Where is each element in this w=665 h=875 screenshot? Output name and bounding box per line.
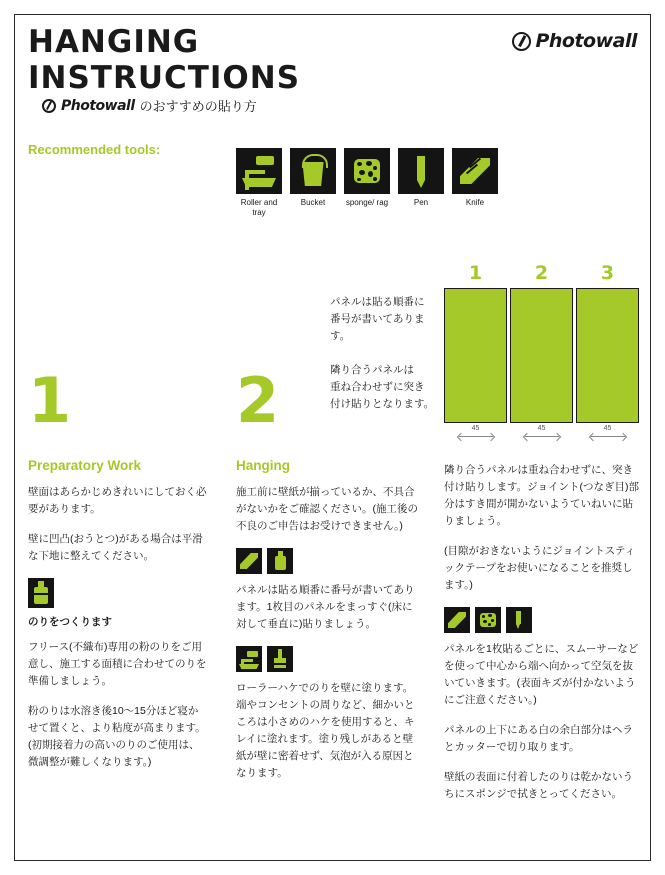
panel-width-label [510,425,573,437]
brand-name: Photowall [535,30,637,52]
panel-note-line: パネルは貼る順番に [330,296,425,308]
knife-icon [452,148,498,194]
subtitle-text: のおすすめの貼り方 [139,99,257,114]
step-2-icons-a [236,548,421,574]
step-2-heading: Hanging [236,458,290,473]
photowall-mark-icon [512,32,531,51]
tools-row [236,148,498,218]
panel-number: 3 [600,262,615,284]
panel-diagram [444,262,639,437]
panel-number: 1 [468,262,483,284]
tool-bucket [290,148,336,218]
paragraph: (目隙がおきないようにジョイントスティックテープをお使いになることを推奨します。) [444,545,636,591]
pen-icon [398,148,444,194]
step-2-body [236,484,421,795]
tool-caption: Bucket [300,198,326,207]
panel-width-label [576,425,639,437]
page-title-line2: INSTRUCTIONS [28,60,301,96]
paragraph: ローラーハケでのりを壁に塗ります。端やコンセントの周りなど、細かいところは小さめのハケを使用すると、キレイに塗れます。塗り残しがあると壁紙が壁に密着せず、気泡が入る原因となります。 [236,682,415,779]
paragraph: 粉のりは水溶き後10〜15分ほど寝かせて置くと、より粘度が高まります。(初期接着力の高いのりのご使用は、微調整が難しくなります。) [28,705,206,768]
panel-width-dimensions [444,425,639,437]
panel-note [330,294,442,413]
brand-name-small: Photowall [61,97,135,114]
panel-2 [510,288,573,423]
roller-and-tray-icon [236,646,262,672]
header [28,24,637,96]
panel-note-line: 隣り合うパネルは [330,364,414,376]
panel-numbers [444,262,639,284]
tool-caption: Knife [465,198,485,207]
paragraph: 壁に凹凸(おうとつ)がある場合は平滑な下地に整えてください。 [28,533,203,562]
panel-3 [576,288,639,423]
paragraph: 施工前に壁紙が揃っているか、不具合がないかをご確認ください。(施工後の不良のご申告はお受けできません。) [236,486,418,532]
panel-note-line: 番号が書いてあります。 [330,313,425,342]
glue-bottle-icon [28,578,54,608]
recommended-tools-label: Recommended tools: [28,142,161,157]
brand-logo [512,30,637,52]
paragraph: 壁面はあらかじめきれいにしておく必要があります。 [28,486,207,515]
paragraph: パネルの上下にある白の余白部分はヘラとカッターで切り取ります。 [444,724,633,753]
panel-number: 2 [534,262,549,284]
page-title-line1: HANGING [28,24,200,60]
panel-width-value: 45 [603,425,612,432]
paragraph: パネルは貼る順番に番号が書いてあります。1枚目のパネルをまっすぐ(床に対して垂直に)貼りましょう。 [236,584,415,630]
sponge-rag-icon [344,148,390,194]
step-1-body [28,484,208,784]
panel-note-line: 付け貼りとなります。 [330,398,435,410]
panels-row [444,288,639,423]
photowall-mark-small-icon [42,99,56,113]
paint-roller-and-tray-icon [236,148,282,194]
panel-width-label [444,425,507,437]
panel-width-value: 45 [471,425,480,432]
tool-pen [398,148,444,218]
tool-roller-and-tray [236,148,282,218]
tool-knife [452,148,498,218]
panel-width-value: 45 [537,425,546,432]
tool-sponge-rag [344,148,390,218]
step-3-icons [444,607,639,633]
step-2-number: 2 [236,364,280,437]
paragraph: 壁紙の表面に付着したのりは乾かないうちにスポンジで拭きとってください。 [444,771,633,800]
panel-1 [444,288,507,423]
knife-icon [444,607,470,633]
tool-caption: Roller and tray [240,198,278,217]
step-1-heading: Preparatory Work [28,458,142,473]
bucket-icon [290,148,336,194]
pen-icon [506,607,532,633]
knife-icon [236,548,262,574]
glue-subheading: のりをつくります [28,616,112,628]
tool-caption: sponge/ rag [345,198,389,207]
step-1-number: 1 [28,364,72,437]
brush-icon [267,646,293,672]
step-2-icons-b [236,646,421,672]
sponge-icon [475,607,501,633]
glue-bottle-icon [267,548,293,574]
paragraph: パネルを1枚貼るごとに、スムーサーなどを使って中心から端へ向かって空気を抜いていきます。(表面キズが付かないようにご注意ください。) [444,643,639,706]
paragraph: フリース(不織布)専用の粉のりをご用意し、施工する面積に合わせてのりを準備しましょう。 [28,641,207,687]
subtitle [42,96,257,115]
panel-note-line: 重ね合わせずに突き [330,381,425,393]
paragraph: 隣り合うパネルは重ね合わせずに、突き付け貼りします。ジョイント(つなぎ目)部分はすき間が開かないようていねいに貼りましょう。 [444,464,639,527]
step-3-body [444,462,639,816]
tool-caption: Pen [413,198,429,207]
